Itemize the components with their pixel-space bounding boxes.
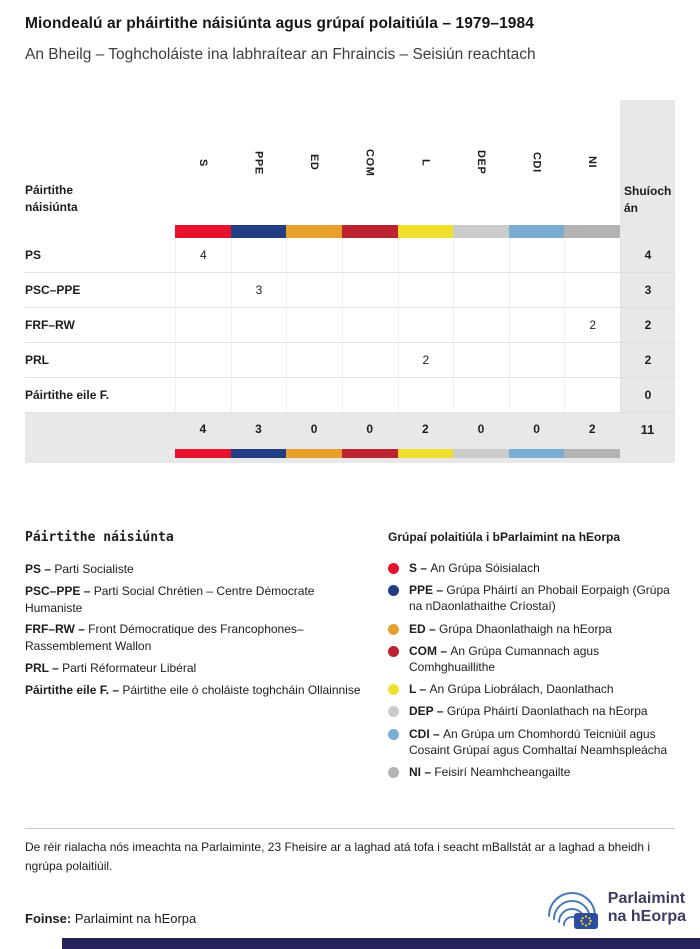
cell-psc-ppe-cdi	[509, 273, 565, 308]
cell-frf-rw-cdi	[509, 308, 565, 343]
cell-psc-ppe-com	[342, 273, 398, 308]
cell-psc-ppe-ed	[286, 273, 342, 308]
column-total-ni: 2	[564, 413, 620, 463]
seats-total-ps: 4	[620, 238, 675, 273]
column-header-com: COM	[363, 148, 376, 177]
page-title: Miondealú ar pháirtithe náisiúnta agus grúpaí polaitiúla – 1979–1984	[25, 15, 534, 32]
group-legend-item-ed: ED – Grúpa Dhaonlathaigh na hEorpa	[388, 621, 685, 637]
cell-ps-s: 4	[175, 238, 231, 273]
cell-psc-ppe-ni	[564, 273, 620, 308]
cell-p-irtithe-eile-f-ed	[286, 378, 342, 413]
group-color-bar-com	[342, 225, 398, 238]
ep-logo-line2: na hEorpa	[607, 908, 686, 925]
l-color-dot-icon	[388, 684, 399, 695]
legend	[25, 530, 685, 786]
ep-logo-icon	[544, 884, 600, 932]
group-color-bar-l	[398, 225, 454, 238]
footer-bar	[62, 938, 700, 949]
header-bar-spacer	[25, 225, 175, 238]
cell-prl-dep	[453, 343, 509, 378]
column-header-ni: NI	[586, 156, 599, 169]
seats-total-frf-rw: 2	[620, 308, 675, 343]
footnote: De réir rialacha nós imeachta na Parlaiminte, 23 Fheisire ar a laghad atá tofa i seacht mBallstát ar a laghad a bheidh i ngrúpa polaitiúil.	[25, 840, 651, 873]
party-legend-list	[25, 561, 368, 699]
column-total-s: 4	[175, 413, 231, 463]
s-color-dot-icon	[388, 563, 399, 574]
column-total-com: 0	[342, 413, 398, 463]
column-total-ed: 0	[286, 413, 342, 463]
cell-frf-rw-s	[175, 308, 231, 343]
cell-p-irtithe-eile-f-s	[175, 378, 231, 413]
cell-prl-com	[342, 343, 398, 378]
header	[25, 15, 675, 64]
page-subtitle: An Bheilg – Toghcholáiste ina labhraítear an Fhraincis – Seisiún reachtach	[25, 46, 536, 63]
cell-ps-ed	[286, 238, 342, 273]
group-legend-item-ni: NI – Feisirí Neamhcheangailte	[388, 764, 685, 780]
cell-frf-rw-ed	[286, 308, 342, 343]
cell-frf-rw-com	[342, 308, 398, 343]
party-label-ps: PS	[25, 238, 175, 273]
cell-ps-dep	[453, 238, 509, 273]
party-label-prl: PRL	[25, 343, 175, 378]
group-color-bar-dep	[453, 225, 509, 238]
ep-logo	[544, 884, 686, 932]
group-legend-item-l: L – An Grúpa Liobrálach, Daonlathach	[388, 681, 685, 697]
seats-column-header: Shuíochán	[620, 100, 675, 225]
party-label-psc-ppe: PSC–PPE	[25, 273, 175, 308]
totals-row-spacer	[25, 413, 175, 463]
cell-frf-rw-l	[398, 308, 454, 343]
group-legend-item-cdi: CDI – An Grúpa um Chomhordú Teicniúil agus Cosaint Grúpaí agus Comhaltaí Neamhspleácha	[388, 726, 685, 758]
party-legend-item-ps: PS – Parti Socialiste	[25, 562, 134, 576]
cell-prl-l: 2	[398, 343, 454, 378]
source-label: Foinse:	[25, 911, 72, 926]
com-color-dot-icon	[388, 646, 399, 657]
party-legend-item-prl: PRL – Parti Réformateur Libéral	[25, 660, 197, 675]
group-legend-heading: Grúpaí polaitiúla i bParlaimint na hEorpa	[388, 530, 621, 544]
results-table	[25, 100, 675, 463]
cell-prl-ed	[286, 343, 342, 378]
group-color-bar-s	[175, 225, 231, 238]
cell-ps-ni	[564, 238, 620, 273]
row-header-label: Páirtithe náisiúnta	[25, 183, 78, 214]
party-legend-item-psc-ppe: PSC–PPE – Parti Social Chrétien – Centre Démocrate Humaniste	[25, 583, 315, 615]
cell-psc-ppe-dep	[453, 273, 509, 308]
column-total-l: 2	[398, 413, 454, 463]
cell-psc-ppe-ppe: 3	[231, 273, 287, 308]
group-color-bar-ppe	[231, 225, 287, 238]
cell-ps-ppe	[231, 238, 287, 273]
ed-color-dot-icon	[388, 624, 399, 635]
party-legend-heading: Páirtithe náisiúnta	[25, 530, 174, 545]
cell-ps-cdi	[509, 238, 565, 273]
cell-psc-ppe-s	[175, 273, 231, 308]
group-color-bar-ed	[286, 225, 342, 238]
political-groups-legend	[388, 530, 685, 786]
cell-p-irtithe-eile-f-cdi	[509, 378, 565, 413]
column-header-ppe: PPE	[252, 150, 265, 175]
column-total-dep: 0	[453, 413, 509, 463]
column-total-ppe: 3	[231, 413, 287, 463]
dep-color-dot-icon	[388, 706, 399, 717]
group-color-bar-cdi	[509, 225, 565, 238]
group-legend-item-s: S – An Grúpa Sóisialach	[388, 560, 685, 576]
cell-p-irtithe-eile-f-com	[342, 378, 398, 413]
source-line	[25, 911, 196, 926]
source-value: Parlaimint na hEorpa	[74, 911, 197, 926]
ni-color-dot-icon	[388, 767, 399, 778]
cell-prl-ni	[564, 343, 620, 378]
group-color-bar-ni	[564, 225, 620, 238]
party-legend-item-frf-rw: FRF–RW – Front Démocratique des Francophones– Rassemblement Wallon	[25, 622, 304, 654]
cell-prl-s	[175, 343, 231, 378]
column-header-cdi: CDI	[530, 152, 543, 173]
party-label-p-irtithe-eile-f: Páirtithe eile F.	[25, 378, 175, 413]
party-legend-item-p-irtithe-eile-f: Páirtithe eile F. – Páirtithe eile ó choláiste toghcháin Ollainnise	[25, 682, 361, 697]
cell-p-irtithe-eile-f-ni	[564, 378, 620, 413]
column-total-cdi: 0	[509, 413, 565, 463]
group-legend-list	[388, 560, 685, 780]
cell-prl-cdi	[509, 343, 565, 378]
cell-ps-com	[342, 238, 398, 273]
cell-prl-ppe	[231, 343, 287, 378]
column-header-s: S	[196, 158, 209, 167]
grand-total-seats: 11	[620, 413, 675, 463]
cell-p-irtithe-eile-f-l	[398, 378, 454, 413]
divider	[25, 828, 675, 829]
cell-frf-rw-dep	[453, 308, 509, 343]
party-label-frf-rw: FRF–RW	[25, 308, 175, 343]
column-header-dep: DEP	[474, 150, 487, 175]
cell-p-irtithe-eile-f-ppe	[231, 378, 287, 413]
seats-total-p-irtithe-eile-f: 0	[620, 378, 675, 413]
column-header-ed: ED	[308, 154, 321, 171]
ep-logo-text	[608, 890, 686, 926]
group-legend-item-dep: DEP – Grúpa Pháirtí Daonlathach na hEorpa	[388, 703, 685, 719]
cell-frf-rw-ppe	[231, 308, 287, 343]
cell-frf-rw-ni: 2	[564, 308, 620, 343]
column-header-l: L	[419, 158, 432, 167]
ep-logo-line1: Parlaimint	[607, 890, 686, 907]
seats-total-psc-ppe: 3	[620, 273, 675, 308]
ppe-color-dot-icon	[388, 585, 399, 596]
cell-psc-ppe-l	[398, 273, 454, 308]
cell-ps-l	[398, 238, 454, 273]
group-legend-item-com: COM – An Grúpa Cumannach agus Comhghuaillithe	[388, 643, 685, 675]
cdi-color-dot-icon	[388, 729, 399, 740]
cell-p-irtithe-eile-f-dep	[453, 378, 509, 413]
group-legend-item-ppe: PPE – Grúpa Pháirtí an Phobail Eorpaigh (Grúpa na nDaonlathaithe Críostaí)	[388, 582, 685, 614]
national-parties-legend	[25, 530, 388, 786]
seats-column-spacer	[620, 225, 675, 238]
seats-total-prl: 2	[620, 343, 675, 378]
